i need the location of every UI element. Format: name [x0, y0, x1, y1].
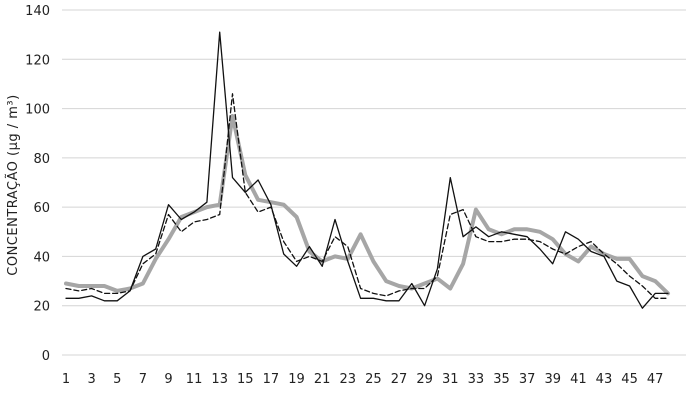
series-line-solid-black: [66, 32, 668, 308]
grid: [62, 10, 686, 355]
x-tick-label: 31: [441, 372, 459, 387]
x-axis-ticks: [62, 372, 664, 387]
y-tick-label: 40: [33, 250, 50, 266]
x-tick-label: 21: [313, 372, 331, 387]
x-tick-label: 7: [138, 372, 147, 387]
y-tick-label: 100: [25, 102, 50, 118]
y-tick-label: 120: [25, 53, 50, 69]
x-tick-label: 33: [467, 372, 485, 387]
x-tick-label: 11: [185, 372, 203, 387]
y-tick-label: 0: [41, 349, 50, 364]
x-tick-label: 41: [570, 372, 587, 387]
x-tick-label: 13: [211, 372, 228, 387]
y-axis-ticks: [25, 4, 50, 364]
x-tick-label: 43: [595, 372, 613, 387]
y-tick-label: 60: [33, 201, 50, 217]
x-tick-label: 45: [621, 372, 638, 387]
x-tick-label: 19: [288, 372, 305, 387]
x-tick-label: 29: [416, 372, 433, 387]
y-tick-label: 80: [33, 151, 50, 167]
y-tick-label: 20: [33, 299, 50, 315]
x-tick-label: 1: [61, 372, 71, 387]
x-tick-label: 35: [493, 372, 510, 387]
x-tick-label: 3: [87, 372, 96, 387]
series-layer: [66, 32, 668, 308]
x-tick-label: 23: [339, 372, 357, 387]
x-tick-label: 39: [544, 372, 561, 387]
x-tick-label: 27: [390, 372, 408, 387]
y-tick-label: 140: [25, 4, 50, 19]
x-tick-label: 5: [113, 372, 122, 387]
x-tick-label: 9: [164, 372, 173, 387]
x-tick-label: 15: [237, 372, 254, 387]
x-tick-label: 25: [365, 372, 382, 387]
x-tick-label: 37: [518, 372, 536, 387]
x-tick-label: 17: [262, 372, 280, 387]
x-tick-label: 47: [646, 372, 664, 387]
y-axis-title: CONCENTRAÇÃO (µg / m³): [6, 94, 21, 276]
series-line-dashed-black: [66, 94, 668, 298]
series-line-thick-gray: [66, 116, 668, 293]
